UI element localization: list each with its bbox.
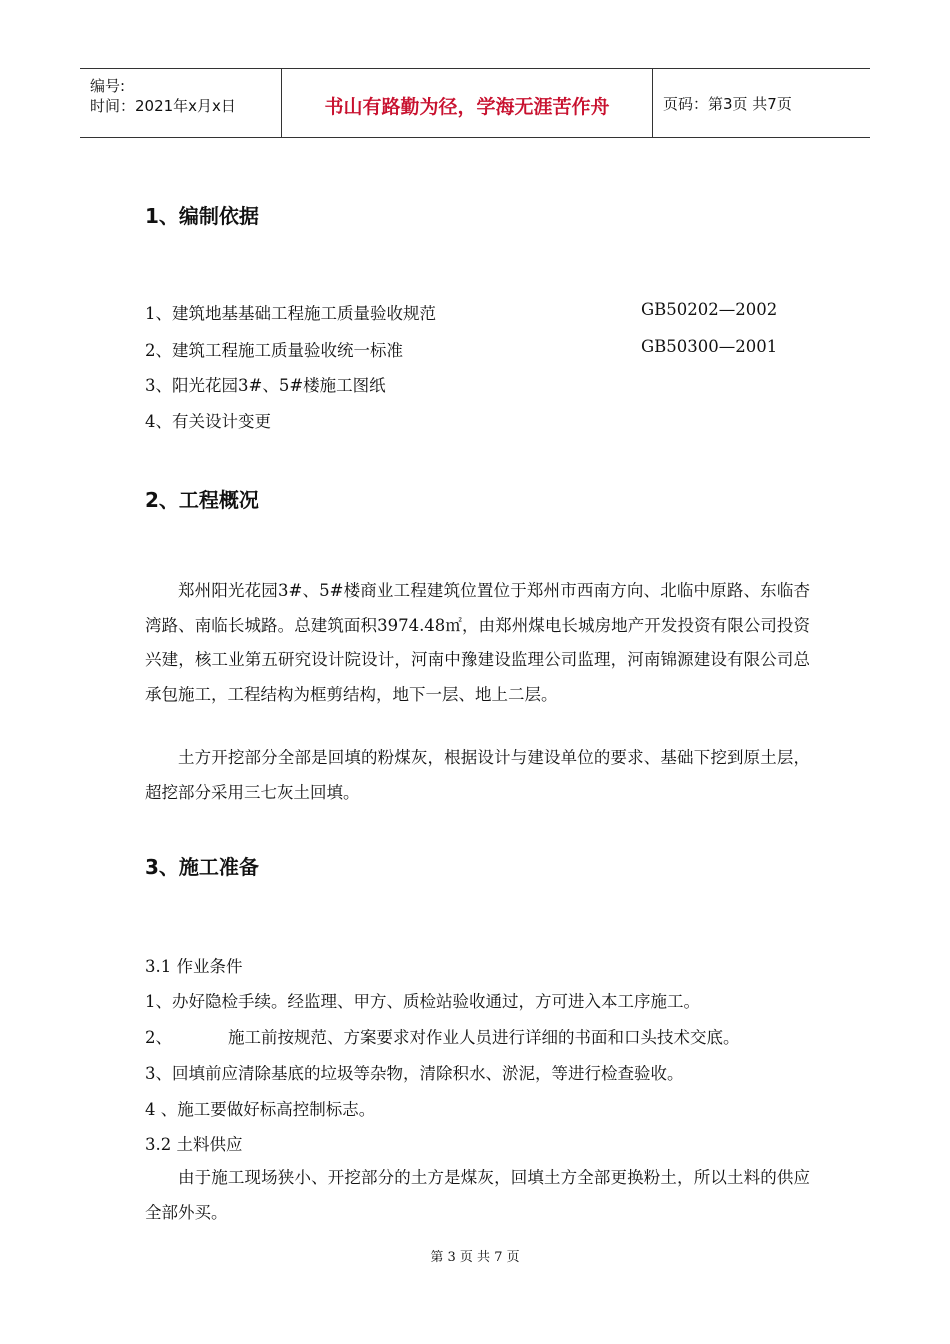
section3-title: 3、施工准备 (145, 855, 259, 879)
header-right-cell (653, 69, 870, 137)
section1-title: 1、编制依据 (145, 204, 259, 228)
basis-item-2: 2、建筑工程施工质量验收统一标准 (145, 341, 403, 360)
page-header (80, 68, 870, 138)
overview-paragraph-2: 土方开挖部分全部是回填的粉煤灰，根据设计与建设单位的要求、基础下挖到原土层，超挖部分采用三七灰土回填。 (145, 748, 810, 802)
condition-2-number: 2、 (145, 1028, 172, 1047)
overview-paragraph-1: 郑州阳光花园3#、5#楼商业工程建筑位置位于郑州市西南方向、北临中原路、东临杏湾路、南临长城路。总建筑面积3974.48㎡，由郑州煤电长城房地产开发投资有限公司投资兴建，核工业第五研究设计院设计，河南中豫建设监理公司监理，河南锦源建设有限公司总承包施工，工程结构为框剪结构，地下一层、地上二层。 (145, 581, 810, 704)
date-label: 时间：2021年x月x日 (90, 97, 236, 115)
basis-item-4: 4、有关设计变更 (145, 412, 271, 431)
basis-item-3: 3、阳光花园3#、5#楼施工图纸 (145, 376, 386, 395)
condition-3: 3、回填前应清除基底的垃圾等杂物，清除积水、淤泥，等进行检查验收。 (145, 1064, 684, 1083)
subsection-3-1-title: 3.1 作业条件 (145, 957, 243, 976)
condition-2-text: 施工前按规范、方案要求对作业人员进行详细的书面和口头技术交底。 (228, 1028, 740, 1047)
basis-item-1: 1、建筑地基基础工程施工质量验收规范 (145, 304, 436, 323)
condition-4: 4 、施工要做好标高控制标志。 (145, 1100, 376, 1119)
basis-item-2-code: GB50300—2001 (641, 337, 778, 356)
page-footer: 第 3 页 共 7 页 (430, 1250, 520, 1265)
soil-supply-paragraph: 由于施工现场狭小、开挖部分的土方是煤灰，回填土方全部更换粉土，所以土料的供应全部外买。 (145, 1168, 810, 1222)
header-left-cell (80, 69, 282, 137)
motto: 书山有路勤为径，学海无涯苦作舟 (324, 96, 610, 118)
header-middle-cell (282, 69, 653, 137)
section2-title: 2、工程概况 (145, 488, 259, 512)
subsection-3-2-title: 3.2 土料供应 (145, 1135, 243, 1154)
basis-item-1-code: GB50202—2002 (641, 300, 778, 319)
number-label: 编号: (90, 77, 126, 95)
header-page-label: 页码：第3页 共7页 (663, 95, 792, 113)
condition-1: 1、办好隐检手续。经监理、甲方、质检站验收通过，方可进入本工序施工。 (145, 992, 700, 1011)
